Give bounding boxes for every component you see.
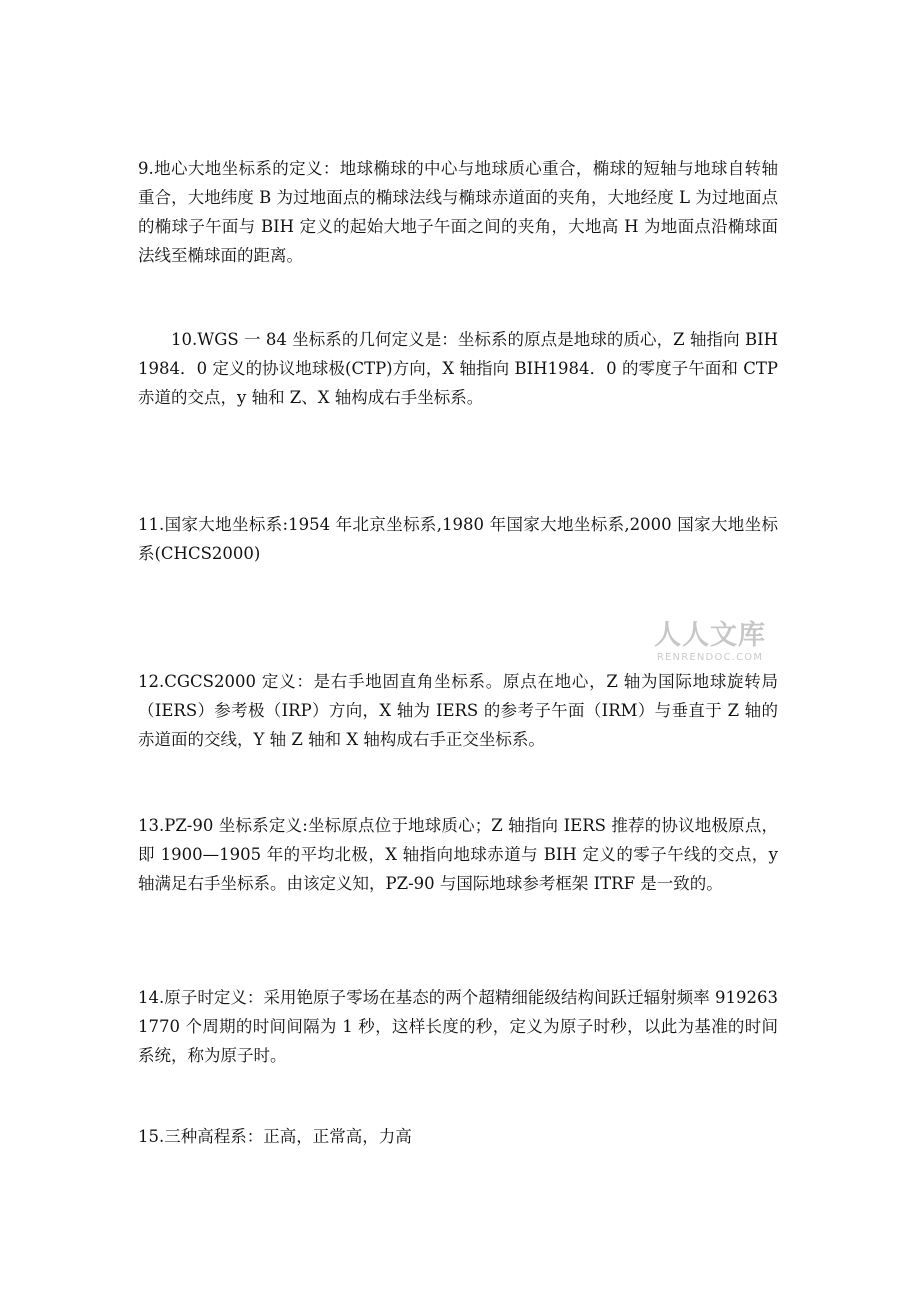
paragraph-15: 15.三种高程系：正高，正常高，力高 <box>138 1127 412 1146</box>
watermark-title: 人人文库 <box>654 620 766 651</box>
paragraph-12: 12.CGCS2000 定义：是右手地固直角坐标系。原点在地心，Z 轴为国际地球旋转局（IERS）参考极（IRP）方向，X 轴为 IERS 的参考子午面（IRM）与垂直于 Z 轴的赤道面的交线，Y 轴 Z 轴和 X 轴构成右手正交坐标系。 <box>138 672 778 749</box>
watermark-logo <box>640 620 780 664</box>
paragraph-13: 13.PZ-90 坐标系定义:坐标原点位于地球质心；Z 轴指向 IERS 推荐的协议地极原点，即 1900—1905 年的平均北极，X 轴指向地球赤道与 BIH 定义的零子午线的交点，y 轴满足右手坐标系。由该定义知，PZ-90 与国际地球参考框架 ITRF 是一致的。 <box>138 816 778 893</box>
paragraph-11: 11.国家大地坐标系:1954 年北京坐标系,1980 年国家大地坐标系,2000 国家大地坐标系(CHCS2000) <box>138 515 778 563</box>
watermark-subtitle: RENRENDOC.COM <box>656 652 764 663</box>
paragraph-10: 10.WGS 一 84 坐标系的几何定义是：坐标系的原点是地球的质心，Z 轴指向 BIH1984．0 定义的协议地球极(CTP)方向，X 轴指向 BIH1984．0 的零度子午面和 CTP 赤道的交点，y 轴和 Z、X 轴构成右手坐标系。 <box>138 330 778 407</box>
paragraph-14: 14.原子时定义：采用铯原子零场在基态的两个超精细能级结构间跃迁辐射频率 9192631770 个周期的时间间隔为 1 秒，这样长度的秒，定义为原子时秒，以此为基准的时间系统，称为原子时。 <box>138 988 778 1065</box>
paragraph-9: 9.地心大地坐标系的定义：地球椭球的中心与地球质心重合，椭球的短轴与地球自转轴重合，大地纬度 B 为过地面点的椭球法线与椭球赤道面的夹角，大地经度 L 为过地面点的椭球子午面与 BIH 定义的起始大地子午面之间的夹角，大地高 H 为地面点沿椭球面法线至椭球面的距离。 <box>138 159 778 265</box>
